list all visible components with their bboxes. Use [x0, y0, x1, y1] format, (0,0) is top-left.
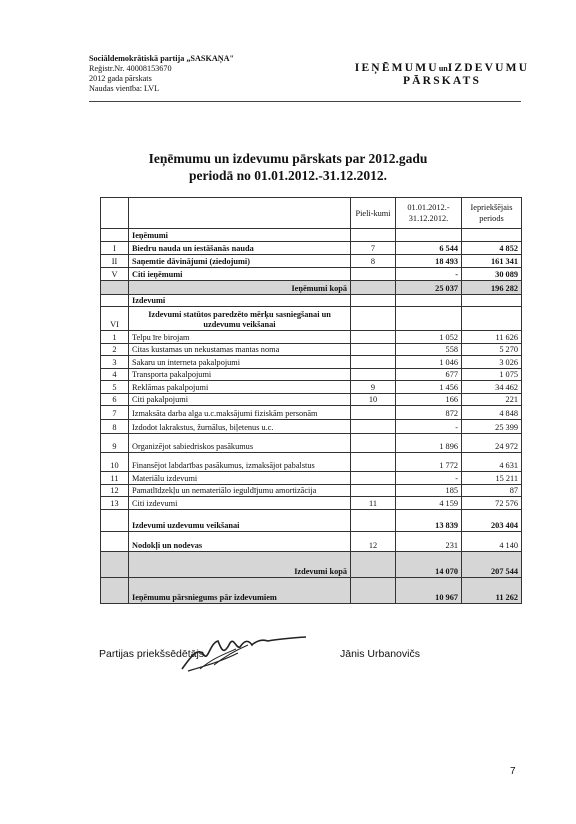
row-current [396, 307, 462, 331]
row-current [396, 294, 462, 307]
row-note [351, 434, 396, 453]
row-previous: 34 462 [462, 381, 522, 394]
row-previous: 5 270 [462, 343, 522, 356]
row-current: 1 772 [396, 453, 462, 472]
row-number: 1 [101, 331, 129, 344]
row-previous: 3 026 [462, 356, 522, 369]
taxes-label: Nodokļi un nodevas [129, 531, 351, 551]
statutory-total-previous: 203 404 [462, 509, 522, 531]
row-label: Izdodot lakrakstus, žurnālus, biļetenus u.c. [129, 420, 351, 434]
taxes-row [101, 531, 522, 551]
row-label: Materiālu izdevumi [129, 472, 351, 485]
row-note [351, 420, 396, 434]
row-label: Finansējot labdarības pasākumus, izmaksājot pabalstus [129, 453, 351, 472]
row-note [351, 368, 396, 381]
row-note [351, 551, 396, 577]
row-number: V [101, 267, 129, 280]
statutory-title: Izdevumi statūtos paredzēto mērķu sasniegšanai un uzdevumu veikšanai [129, 307, 351, 331]
report-year: 2012 gada pārskats [89, 74, 152, 83]
row-previous: 4 631 [462, 453, 522, 472]
table-row [101, 406, 522, 420]
organization-header [89, 54, 234, 94]
row-number [101, 509, 129, 531]
org-name: Sociāldemokrātiskā partija „SASKAŅA" [89, 54, 235, 63]
row-current: 1 052 [396, 331, 462, 344]
surplus-previous: 11 262 [462, 577, 522, 603]
row-previous: 221 [462, 393, 522, 406]
taxes-note: 12 [351, 531, 396, 551]
row-previous: 72 576 [462, 497, 522, 510]
row-note [351, 267, 396, 280]
table-row [101, 241, 522, 254]
row-label: Biedru nauda un iestāšanās nauda [129, 241, 351, 254]
row-number [101, 577, 129, 603]
row-note: 8 [351, 254, 396, 267]
row-previous [462, 229, 522, 242]
report-heading-and: un [438, 64, 448, 73]
row-note [351, 343, 396, 356]
currency-unit: Naudas vienība: LVL [89, 84, 160, 93]
row-current: 1 456 [396, 381, 462, 394]
row-number [101, 531, 129, 551]
table-row [101, 356, 522, 369]
row-label: Telpu īre birojam [129, 331, 351, 344]
statutory-total-current: 13 839 [396, 509, 462, 531]
row-label: Pamatlīdzekļu un nemateriālo ieguldījumu amortizācija [129, 484, 351, 497]
statutory-total-label: Izdevumi uzdevumu veikšanai [129, 509, 351, 531]
row-current: 677 [396, 368, 462, 381]
row-note: 11 [351, 497, 396, 510]
title-line-2: periodā no 01.01.2012.-31.12.2012. [188, 168, 387, 183]
row-number [101, 551, 129, 577]
page-number: 7 [510, 766, 516, 777]
row-note: 7 [351, 241, 396, 254]
row-current: - [396, 420, 462, 434]
table-row [101, 393, 522, 406]
taxes-previous: 4 140 [462, 531, 522, 551]
header-current-period: 01.01.2012.- 31.12.2012. [396, 198, 462, 229]
row-number: 8 [101, 420, 129, 434]
row-current: 558 [396, 343, 462, 356]
row-previous: 4 848 [462, 406, 522, 420]
table-row [101, 368, 522, 381]
row-current: - [396, 472, 462, 485]
row-label: Citas kustamas un nekustamas mantas noma [129, 343, 351, 356]
row-previous: 30 089 [462, 267, 522, 280]
expense-total-label: Izdevumi kopā [129, 551, 351, 577]
header-label-cell [129, 198, 351, 229]
table-row [101, 434, 522, 453]
row-previous: 4 852 [462, 241, 522, 254]
income-expense-table [100, 197, 522, 604]
row-current: 166 [396, 393, 462, 406]
row-number: 13 [101, 497, 129, 510]
row-current: - [396, 267, 462, 280]
row-previous [462, 294, 522, 307]
taxes-current: 231 [396, 531, 462, 551]
table-row [101, 497, 522, 510]
row-previous: 25 399 [462, 420, 522, 434]
row-current: 1 046 [396, 356, 462, 369]
row-number: 12 [101, 484, 129, 497]
row-previous: 11 626 [462, 331, 522, 344]
row-note [351, 509, 396, 531]
row-note [351, 453, 396, 472]
row-number: I [101, 241, 129, 254]
row-label: Citi izdevumi [129, 497, 351, 510]
row-current [396, 229, 462, 242]
row-number [101, 229, 129, 242]
row-note: 10 [351, 393, 396, 406]
row-note [351, 472, 396, 485]
row-note [351, 406, 396, 420]
row-number [101, 294, 129, 307]
row-previous: 87 [462, 484, 522, 497]
row-number: 2 [101, 343, 129, 356]
row-number: 11 [101, 472, 129, 485]
registration-number: Reģistr.Nr. 40008153670 [89, 64, 172, 73]
row-label: Sakaru un interneta pakalpojumi [129, 356, 351, 369]
row-label: Reklāmas pakalpojumi [129, 381, 351, 394]
header-previous-period: Iepriekšējais periods [462, 198, 522, 229]
table-row [101, 331, 522, 344]
report-heading [352, 62, 532, 88]
expense-section-row [101, 294, 522, 307]
row-number [101, 280, 129, 294]
row-label: Citi ieņēmumi [129, 267, 351, 280]
row-previous: 161 341 [462, 254, 522, 267]
income-total-previous: 196 282 [462, 280, 522, 294]
row-number: VI [101, 307, 129, 331]
expense-total-previous: 207 544 [462, 551, 522, 577]
page-title [0, 150, 576, 184]
row-current: 1 896 [396, 434, 462, 453]
statutory-total-row [101, 509, 522, 531]
section-title: Ieņēmumi [129, 229, 351, 242]
row-note: 9 [351, 381, 396, 394]
row-number: 9 [101, 434, 129, 453]
row-label: Saņemtie dāvinājumi (ziedojumi) [129, 254, 351, 267]
header-number-cell [101, 198, 129, 229]
row-number: 3 [101, 356, 129, 369]
row-current: 872 [396, 406, 462, 420]
table-header-row [101, 198, 522, 229]
row-number: 6 [101, 393, 129, 406]
signatory-name: Jānis Urbanovičs [340, 648, 420, 660]
row-number: 5 [101, 381, 129, 394]
row-current: 185 [396, 484, 462, 497]
table-row [101, 484, 522, 497]
row-note [351, 294, 396, 307]
table-row [101, 343, 522, 356]
row-previous [462, 307, 522, 331]
row-number: 10 [101, 453, 129, 472]
income-total-current: 25 037 [396, 280, 462, 294]
surplus-row [101, 577, 522, 603]
statutory-header-row [101, 307, 522, 331]
row-label: Citi pakalpojumi [129, 393, 351, 406]
row-number: 4 [101, 368, 129, 381]
row-previous: 15 211 [462, 472, 522, 485]
row-note [351, 280, 396, 294]
row-label: Izmaksāta darba alga u.c.maksājumi fiziskām personām [129, 406, 351, 420]
table-row [101, 267, 522, 280]
row-note [351, 484, 396, 497]
title-line-1: Ieņēmumu un izdevumu pārskats par 2012.gadu [148, 151, 428, 166]
row-label: Organizējot sabiedriskos pasākumus [129, 434, 351, 453]
row-current: 18 493 [396, 254, 462, 267]
row-number: 7 [101, 406, 129, 420]
expense-total-current: 14 070 [396, 551, 462, 577]
row-number: II [101, 254, 129, 267]
table-row [101, 254, 522, 267]
income-total-row [101, 280, 522, 294]
row-note [351, 356, 396, 369]
handwritten-signature [178, 625, 328, 675]
income-section-row [101, 229, 522, 242]
expense-total-row [101, 551, 522, 577]
report-heading-report: PĀRSKATS [402, 75, 482, 87]
surplus-current: 10 967 [396, 577, 462, 603]
report-heading-expense: IZDEVUMU [447, 62, 530, 74]
header-notes: Pieli-kumi [351, 198, 396, 229]
table-row [101, 472, 522, 485]
surplus-label: Ieņēmumu pārsniegums pār izdevumiem [129, 577, 351, 603]
row-label: Transporta pakalpojumi [129, 368, 351, 381]
table-row [101, 381, 522, 394]
row-note [351, 331, 396, 344]
section-title: Izdevumi [129, 294, 351, 307]
row-current: 4 159 [396, 497, 462, 510]
table-row [101, 453, 522, 472]
header-divider [89, 101, 521, 102]
row-previous: 1 075 [462, 368, 522, 381]
table-row [101, 420, 522, 434]
income-total-label: Ieņēmumi kopā [129, 280, 351, 294]
signatory-role: Partijas priekšsēdētājs [99, 648, 205, 660]
report-heading-income: IEŅĒMUMU [354, 62, 439, 74]
row-note [351, 229, 396, 242]
row-previous: 24 972 [462, 434, 522, 453]
row-note [351, 307, 396, 331]
row-current: 6 544 [396, 241, 462, 254]
row-note [351, 577, 396, 603]
